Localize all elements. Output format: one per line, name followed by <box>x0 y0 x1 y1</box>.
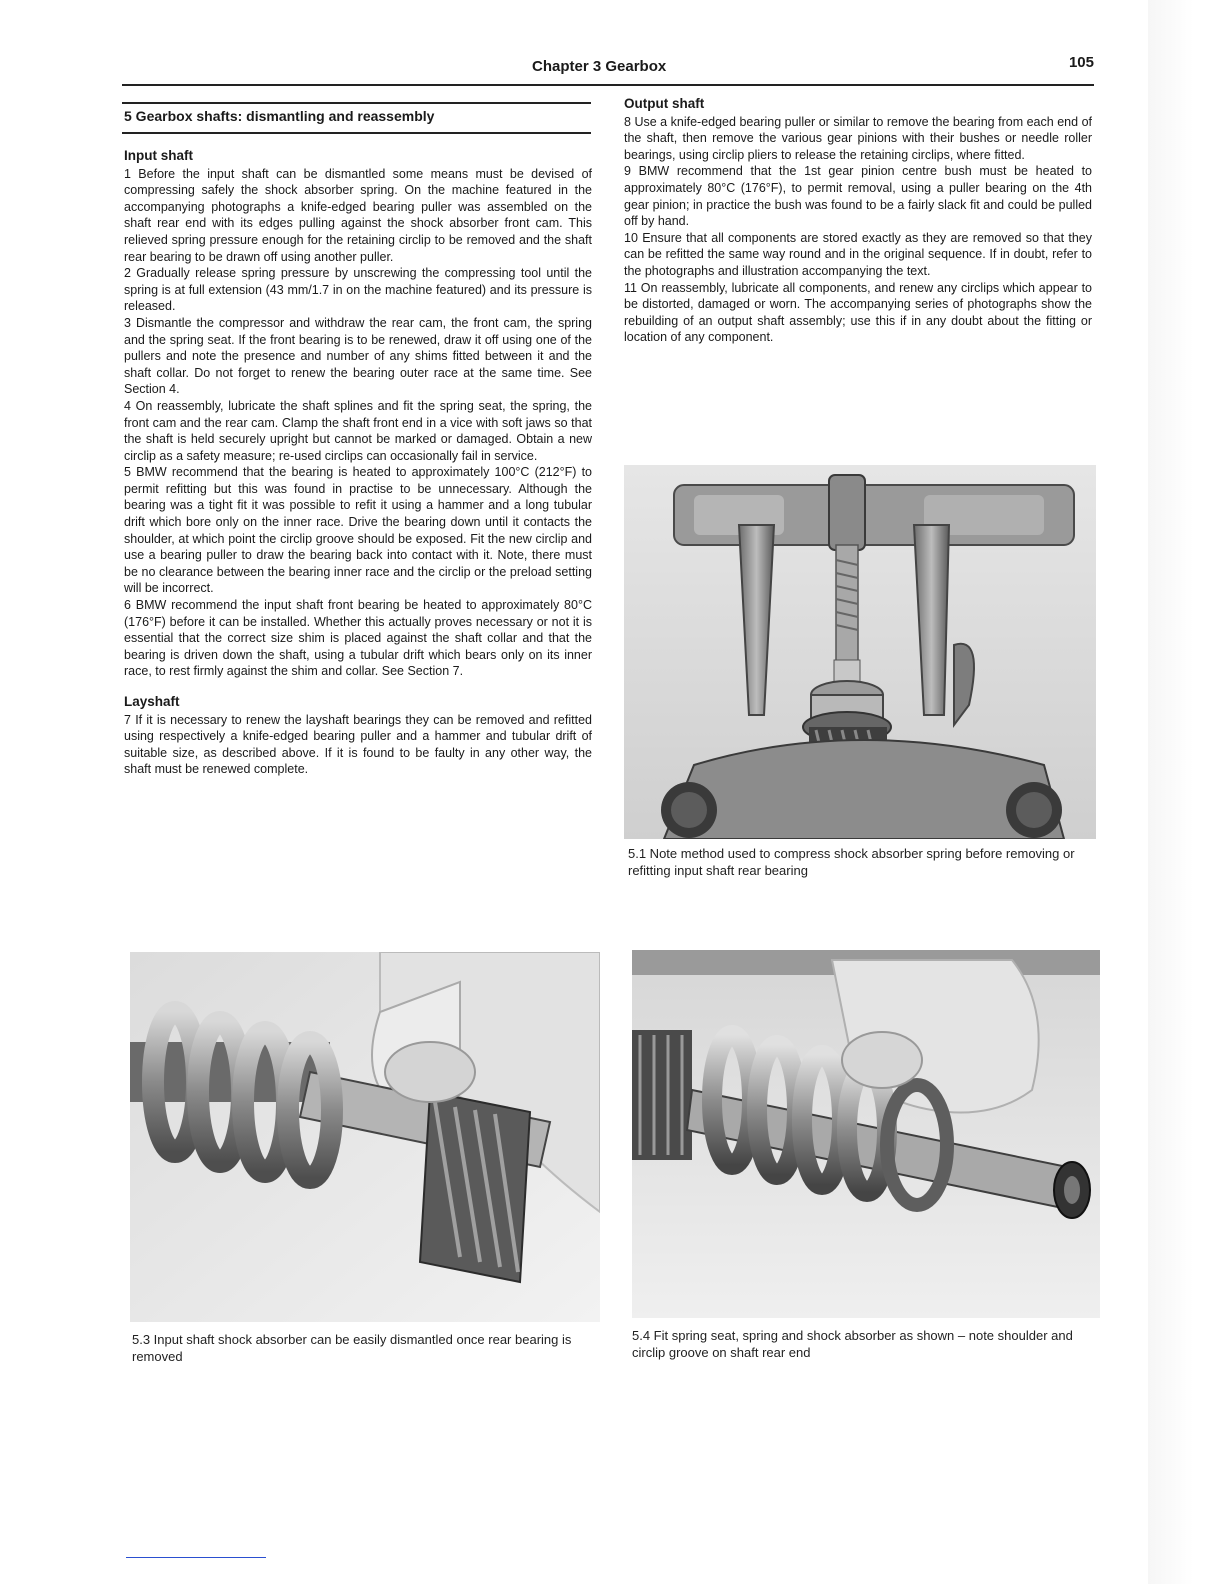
paragraph-1: 1 Before the input shaft can be dismantled some means must be devised of compressing safely the shock absorber spring. On the machine featured in the accompanying photographs a knife-edged bearing puller was assembled on the shaft rear end with its edges pulling against the shock absorber front cam. This relieved spring pressure enough for the retaining circlip to be removed and the shaft rear bearing to be drawn off using another puller. <box>124 166 592 264</box>
caption-5-1: 5.1 Note method used to compress shock absorber spring before removing or refitting input shaft rear bearing <box>628 846 1075 878</box>
section-title: 5 Gearbox shafts: dismantling and reassembly <box>124 108 435 124</box>
paragraph-8: 8 Use a knife-edged bearing puller or similar to remove the bearing from each end of the shaft, then remove the various gear pinions with their bushes or needle roller bearings, using circlip pliers to release the retaining circlips, where fitted. <box>624 114 1092 162</box>
photo-5-3-input-shaft-spring <box>130 952 600 1322</box>
paragraph-5: 5 BMW recommend that the bearing is heated to approximately 100°C (212°F) to permit refitting but this was found in practise to be unnecessary. Although the bearing was a tight fit it was possible to refit it using a hammer and a long tubular drift which bore only on the inner race. Drive the bearing down until it contacts the shoulder, at which point the circlip groove should be exposed. Fit the new circlip and use a bearing puller to draw the bearing back into contact with it. Note, there must be no clearance between the bearing inner race and the circlip or the preload setting will be incorrect. <box>124 465 592 596</box>
scan-edge-shading <box>1148 0 1224 1584</box>
page-number: 105 <box>1068 54 1094 71</box>
caption-5-4: 5.4 Fit spring seat, spring and shock absorber as shown – note shoulder and circlip groove on shaft rear end <box>632 1328 1073 1360</box>
output-shaft-heading: Output shaft <box>624 96 705 111</box>
section-rule-top <box>122 102 591 104</box>
paragraph-2: 2 Gradually release spring pressure by unscrewing the compressing tool until the spring is at full extension (43 mm/1.7 in on the machine featured) and its pressure is released. <box>124 266 592 314</box>
chapter-title: Chapter 3 Gearbox <box>532 58 667 75</box>
paragraph-4: 4 On reassembly, lubricate the shaft splines and fit the spring seat, the spring, the front cam and the rear cam. Clamp the shaft front end in a vice with soft jaws so that the shaft is held securely upright but cannot be marked or damaged. Obtain a new circlip as a safety measure; re-used circlips can occasionally fail in service. <box>124 398 592 463</box>
left-column <box>124 148 592 778</box>
caption-5-3: 5.3 Input shaft shock absorber can be easily dismantled once rear bearing is removed <box>132 1332 572 1364</box>
input-shaft-heading: Input shaft <box>124 148 193 163</box>
right-column <box>624 96 1092 346</box>
paragraph-11: 11 On reassembly, lubricate all components, and renew any circlips which appear to be distorted, damaged or worn. The accompanying series of photographs show the rebuilding of an output shaft assembly; use this if in any doubt about the fitting or location of any component. <box>624 280 1092 345</box>
layshaft-heading: Layshaft <box>124 694 180 709</box>
paragraph-10: 10 Ensure that all components are stored exactly as they are removed so that they can be refitted the same way round and in the original sequence. If in doubt, refer to the photographs and illustration accompanying the text. <box>624 230 1092 278</box>
paragraph-3: 3 Dismantle the compressor and withdraw the rear cam, the front cam, the spring and the spring seat. If the front bearing is to be renewed, draw it off using one of the pullers and note the presence and number of any shims fitted between it and the shaft collar. Do not forget to renew the bearing outer race at the same time. See Section 4. <box>124 315 592 397</box>
paragraph-7: 7 If it is necessary to renew the layshaft bearings they can be removed and refitted using respectively a knife-edged bearing puller and a hammer and tubular drift of suitable size, as described above. If it is found to be faulty in any other way, the shaft must be renewed complete. <box>124 712 592 777</box>
photo-5-4-spring-seat <box>632 950 1100 1318</box>
footnote-rule <box>126 1557 266 1558</box>
photo-5-1-bearing-puller <box>624 465 1096 839</box>
section-rule-bottom <box>122 132 591 134</box>
paragraph-9: 9 BMW recommend that the 1st gear pinion centre bush must be heated to approximately 80°C (176°F), to permit removal, using a puller bearing on the 4th gear pinion; in practice the bush was found to be a fairly slack fit and could be pulled off by hand. <box>624 164 1092 229</box>
running-header <box>122 52 1094 86</box>
paragraph-6: 6 BMW recommend the input shaft front bearing be heated to approximately 80°C (176°F) before it can be installed. Whether this actually proves necessary or not it is essential that the correct size shim is placed against the shaft collar and that the bearing is driven down the shaft, using a tubular drift which bears only on its inner race, to rest firmly against the shim and collar. See Section 7. <box>124 598 592 679</box>
